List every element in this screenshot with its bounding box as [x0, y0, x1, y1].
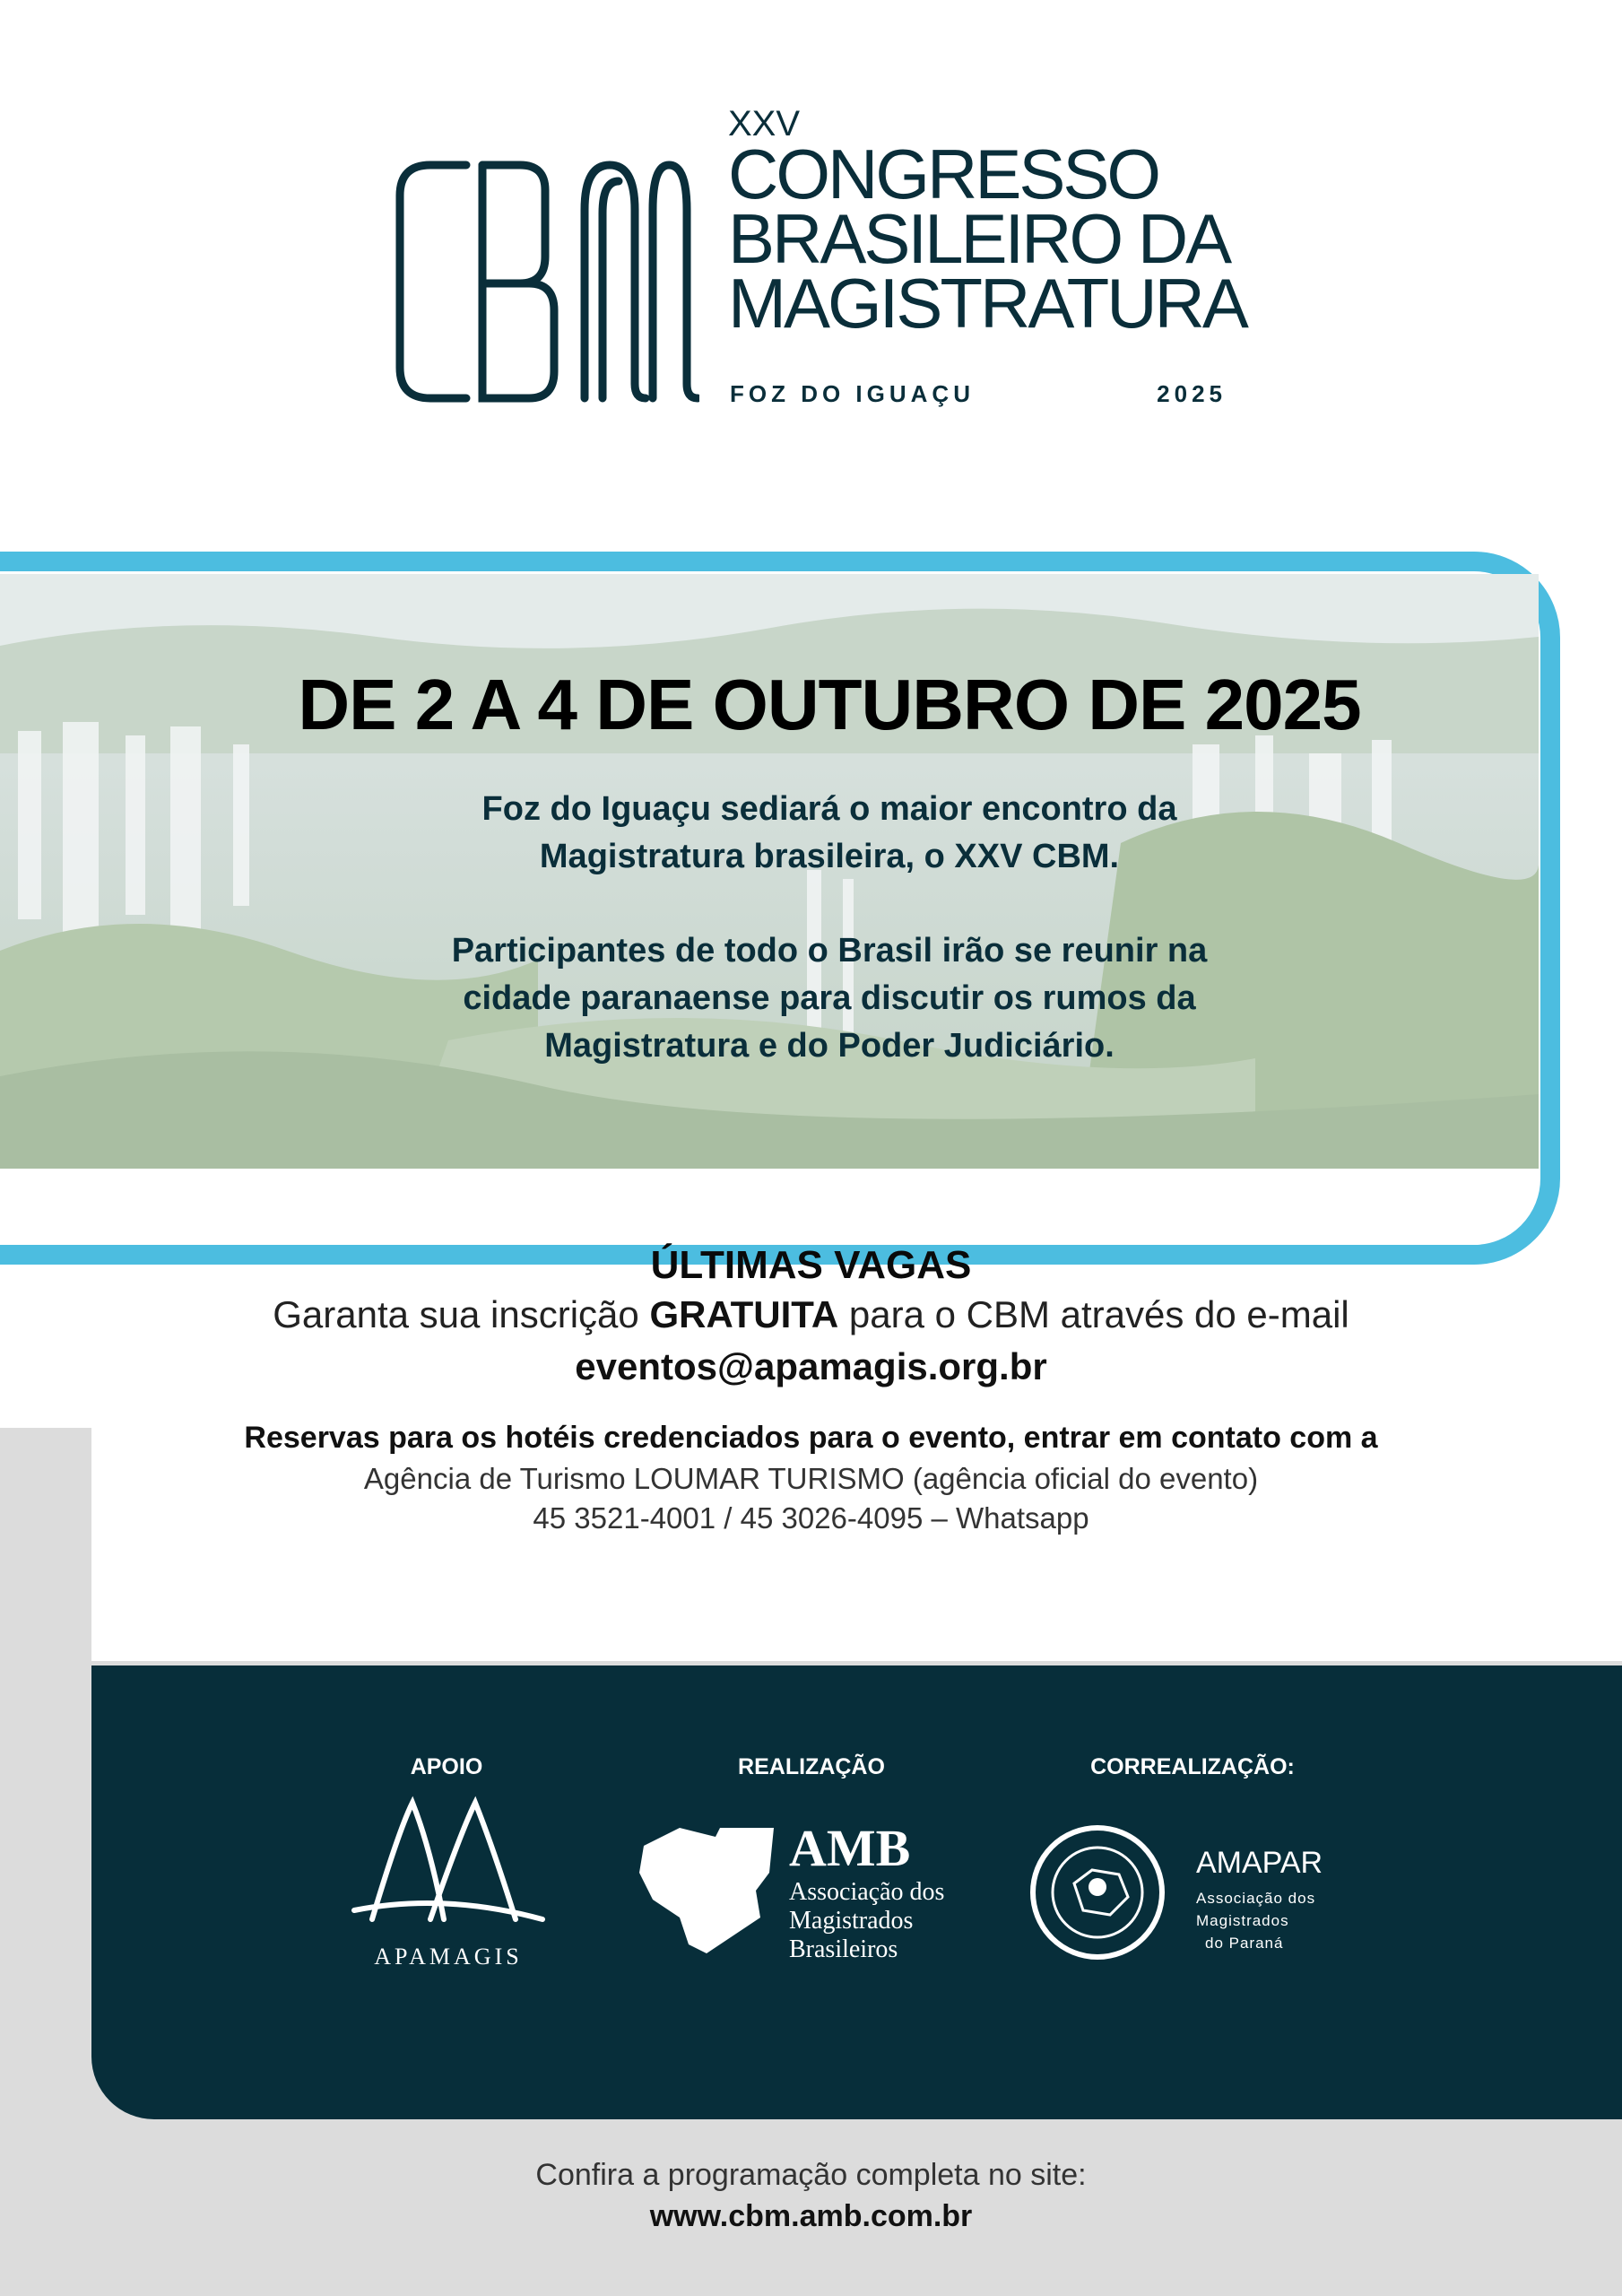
amb-line-3: Brasileiros: [789, 1935, 898, 1962]
logo-city: FOZ DO IGUAÇU: [730, 380, 975, 407]
hero-paragraph-1-line-2: Magistratura brasileira, o XXV CBM.: [539, 838, 1120, 875]
hero-paragraph-2: [0, 927, 1539, 1070]
agency-phone-numbers: 45 3521-4001 / 45 3026-4095 – Whatsapp: [533, 1501, 1089, 1535]
apamagis-logo: [345, 1794, 551, 1973]
program-site-link[interactable]: www.cbm.amb.com.br: [649, 2199, 973, 2233]
amapar-line-1: Associação dos: [1196, 1890, 1316, 1907]
logo-title-line-2: BRASILEIRO DA: [728, 199, 1230, 278]
event-date-heading: DE 2 A 4 DE OUTUBRO DE 2025: [298, 665, 1361, 744]
cbm-logo-mark: [395, 160, 699, 404]
hero-paragraph-1: [0, 786, 1539, 881]
logo-title-line-3: MAGISTRATURA: [728, 264, 1246, 343]
organizer-label: REALIZAÇÃO: [738, 1754, 885, 1779]
signup-text: [0, 1293, 1622, 1336]
amapar-logo: [1029, 1821, 1352, 1964]
amapar-wordmark: AMAPAR: [1196, 1846, 1323, 1880]
signup-text-free: GRATUITA: [649, 1293, 839, 1335]
amb-wordmark: AMB: [789, 1819, 911, 1877]
amb-line-2: Magistrados: [789, 1907, 914, 1935]
travel-agency-text: Agência de Turismo LOUMAR TURISMO (agência oficial do evento): [363, 1462, 1259, 1495]
last-spots-heading: ÚLTIMAS VAGAS: [650, 1243, 972, 1287]
amapar-line-3: do Paraná: [1205, 1935, 1284, 1952]
hero-paragraph-2-line-3: Magistratura e do Poder Judiciário.: [544, 1027, 1115, 1065]
logo-edition: XXV: [728, 104, 801, 144]
amb-line-1: Associação dos: [789, 1878, 945, 1906]
hero-paragraph-2-line-1: Participantes de todo o Brasil irão se reunir na: [451, 932, 1208, 970]
hero-paragraph-1-line-1: Foz do Iguaçu sediará o maior encontro da: [481, 790, 1177, 828]
hotel-reservation-text: Reservas para os hotéis credenciados para o evento, entrar em contato com a: [244, 1421, 1378, 1455]
hero-paragraph-2-line-2: cidade paranaense para discutir os rumos da: [463, 979, 1196, 1017]
apamagis-wordmark: APAMAGIS: [374, 1944, 523, 1970]
amb-logo: [635, 1819, 949, 1962]
support-label: APOIO: [410, 1754, 483, 1779]
signup-text-post: para o CBM através do e-mail: [848, 1293, 1349, 1335]
program-site-label: Confira a programação completa no site:: [535, 2158, 1087, 2192]
logo-title-line-1: CONGRESSO: [728, 135, 1159, 213]
signup-email-link[interactable]: eventos@apamagis.org.br: [575, 1345, 1047, 1387]
amapar-line-2: Magistrados: [1196, 1912, 1289, 1929]
logo-wordmark: [728, 104, 1246, 343]
logo-footer: [728, 380, 1230, 407]
co-organizer-label: CORREALIZAÇÃO:: [1090, 1754, 1295, 1779]
logo-year: 2025: [1157, 380, 1227, 407]
hero-panel: [0, 574, 1539, 1169]
signup-text-pre: Garanta sua inscrição: [273, 1293, 639, 1335]
